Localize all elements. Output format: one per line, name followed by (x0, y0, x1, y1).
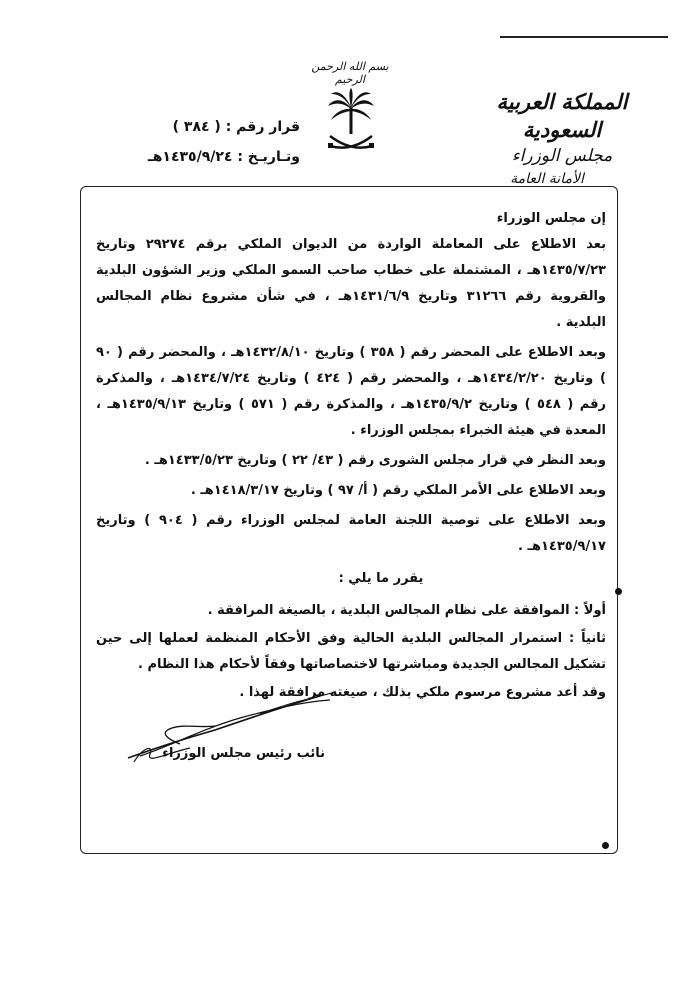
signer-title: نائب رئيس مجلس الوزراء (162, 746, 325, 761)
decision-date: وتـاريـخ : ١٤٣٥/٩/٢٤هـ (147, 149, 300, 165)
top-rule (500, 36, 668, 38)
paragraph-1: بعد الاطلاع على المعاملة الواردة من الديوان الملكي برقم ٢٩٢٧٤ وتاريخ ١٤٣٥/٧/٢٣هـ ، المشتملة على خطاب صاحب السمو الملكي وزير الشؤون البلدية والقروية رقم ٣١٢٦٦ وتاريخ ١٤٣١/٦/٩هـ ، في شأن مشروع نظام المجالس البلدية . (96, 237, 606, 330)
paragraph-3: وبعد النظر في قرار مجلس الشورى رقم ( ٤٣/ ٢٢ ) وتاريخ ١٤٣٣/٥/٢٣هـ . (144, 453, 606, 468)
general-secretariat: الأمانة العامة (510, 171, 584, 187)
paragraph-4: وبعد الاطلاع على الأمر الملكي رقم ( أ/ ٩٧ ) وتاريخ ١٤١٨/٣/١٧هـ . (190, 483, 606, 498)
margin-dot (602, 842, 609, 849)
council-name: مجلس الوزراء (511, 146, 613, 166)
basmala: بسم الله الرحمن الرحيم (311, 60, 389, 86)
decides-heading: يقرر ما يلي : (338, 571, 424, 586)
paragraph-2: وبعد الاطلاع على المحضر رقم ( ٣٥٨ ) وتاريخ ١٤٣٢/٨/١٠هـ ، والمحضر رقم ( ٩٠ ) وتاريخ ١٤٣٤/٢/٢٠هـ ، والمحضر رقم ( ٤٢٤ ) وتاريخ ١٤٣٤/٧/٢٤هـ ، والمذكرة رقم ( ٥٤٨ ) وتاريخ ١٤٣٥/٩/٢هـ ، والمذكرة رقم ( ٥٧١ ) وتاريخ ١٤٣٥/٩/١٣هـ ، المعدة في هيئة الخبراء بمجلس الوزراء . (96, 345, 606, 438)
decision-reference (100, 112, 300, 172)
closing-line: وقد أعد مشروع مرسوم ملكي بذلك ، صيغته مرافقة لهذا . (239, 685, 606, 700)
signature-mark-icon (120, 688, 340, 778)
item-second: ثانياً : استمرار المجالس البلدية الحالية وفق الأحكام المنظمة لعملها إلى حين تشكيل المجالس الجديدة ومباشرتها لاختصاصاتها وفقاً لأحكام هذا النظام . (96, 631, 606, 672)
decision-body (96, 206, 606, 706)
decision-number: قرار رقم : ( ٣٨٤ ) (172, 119, 300, 135)
margin-dot (615, 588, 622, 595)
issuing-authority (462, 88, 662, 190)
paragraph-5: وبعد الاطلاع على توصية اللجنة العامة لمجلس الوزراء رقم ( ٩٠٤ ) وتاريخ ١٤٣٥/٩/١٧هـ . (96, 513, 606, 554)
kingdom-name: المملكة العربية السعودية (496, 89, 628, 142)
palm-swords-emblem-icon (326, 88, 376, 158)
opening-line: إن مجلس الوزراء (496, 211, 606, 226)
item-first: أولاً : الموافقة على نظام المجالس البلدية ، بالصيغة المرافقة . (207, 603, 606, 618)
